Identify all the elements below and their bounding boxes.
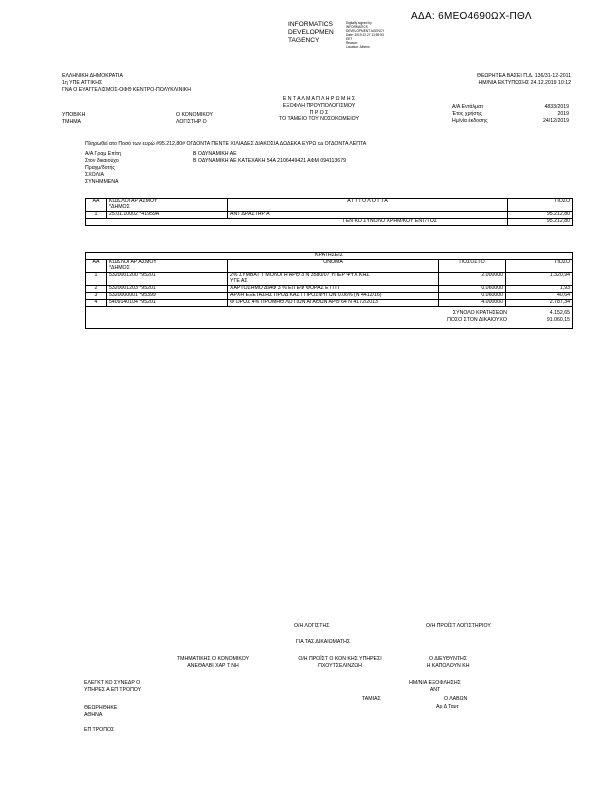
service-label: ΤΜΗΜΑ bbox=[62, 118, 82, 125]
summary-labels bbox=[447, 310, 507, 325]
meta-value: 2019 bbox=[557, 111, 569, 118]
table-cell: 5409140104 *95201 bbox=[107, 299, 228, 306]
meta-labels bbox=[452, 104, 488, 125]
audit-line: ΥΠΗΡΕΣ Α ΕΠ ΤΡΟΠΟΥ bbox=[84, 686, 142, 693]
signature-director: Ο ΔΙΕΥΘΥΝΤΗΣ Η ΚΑΠΟΛΟΥΝ ΚΗ bbox=[426, 656, 470, 669]
title-line: ΤΟ ΤΑΜΕΙΟ ΤΟΥ ΝΟΣΟΚΟΜΕΙΟΥ bbox=[279, 116, 359, 123]
summary-block bbox=[88, 310, 570, 325]
info-labels bbox=[85, 151, 121, 186]
info-values bbox=[193, 151, 346, 165]
table-cell: 95.212,80 bbox=[508, 211, 573, 218]
endorsement-line: ΑΘΗΝΑ bbox=[84, 712, 103, 719]
col-header: ΠΟΣΟ bbox=[508, 199, 573, 212]
total-value: 95.212,80 bbox=[508, 218, 573, 225]
table-cell: 4 bbox=[86, 299, 107, 306]
info-label: Στον δικαιούχο bbox=[85, 158, 119, 165]
table-cell: 0.060000 bbox=[439, 292, 506, 299]
table-cell: 2 bbox=[86, 285, 107, 292]
meta-label: Έτος χρήσης bbox=[452, 111, 483, 118]
table-cell: ΧΑΡΤΟΣΗΜΟ ΔΙΑΦ 3 % ΕΠ ΕΦ ΦΟΡΑΣ Ε Π Π bbox=[228, 285, 439, 292]
title-line: Ε Ν Τ Α Λ Μ Α Π Λ Η Ρ Ω Μ Η Σ bbox=[282, 96, 356, 102]
table-cell: 1,93 bbox=[506, 285, 573, 292]
payment-date-sub: ΑΝΤ bbox=[429, 686, 441, 693]
title-line: ΕΞΟΦΛΗ ΠΡΟΥΠΟΛΟΓΙΣΜΟΥ bbox=[282, 102, 356, 109]
table-total-row bbox=[86, 218, 573, 225]
service-values bbox=[176, 112, 213, 126]
table-row bbox=[86, 211, 573, 218]
logo-line: DEVELOPMEN bbox=[288, 29, 334, 37]
table-cell: 5320001200 *95201 bbox=[107, 272, 228, 285]
info-label: ΣΥΝΗΜΜΕΝΑ bbox=[85, 179, 119, 186]
signature-accountant: Ο/Η ΛΟΓΙΣΤΗΣ bbox=[294, 623, 330, 629]
table-header-row bbox=[86, 259, 573, 272]
table-cell: 2% ΣΥΜΒΑΤ Τ ΜΟΛΟΓΗ ΑΡΘ 3 Ν 3580/07 ΥΠΕΡ ΨΥΧ ΚΗΣ ΥΓΕ ΑΣ bbox=[228, 272, 439, 285]
approval-block bbox=[477, 73, 571, 87]
summary-label: ΣΥΝΟΛΟ ΚΡΑΤΗΣΕΩΝ bbox=[452, 309, 507, 316]
col-header: ΑΑ bbox=[86, 199, 107, 212]
summary-cell bbox=[86, 306, 573, 329]
table-cell: 1.320,94 bbox=[506, 272, 573, 285]
table-cell: 5320001203 *95201 bbox=[107, 285, 228, 292]
table-header-row bbox=[86, 199, 573, 212]
payment-date-label: ΗΜ/ΝΙΑ ΕΞΟΦΛΗΣΗΣ bbox=[409, 680, 461, 686]
table-row bbox=[86, 272, 573, 285]
table-summary-row bbox=[86, 306, 573, 329]
summary-values bbox=[547, 310, 570, 325]
col-header: ΠΟΣΟ bbox=[506, 259, 573, 272]
info-value: Β ΟΔΥΝΑΜΙΚΗ ΑΕ bbox=[193, 151, 237, 157]
signature-logo bbox=[288, 21, 334, 46]
meta-value: 4833/2019 bbox=[544, 104, 569, 110]
title-line: Π Ρ Ο Σ bbox=[309, 109, 329, 116]
col-header: ΚΩΔ.ΛΟΓΑΡ ΑΣΜΟΥ *ΔΗΜΟΣ bbox=[107, 199, 228, 212]
table-cell: Φ ΟΡΟΣ 4% ΠΡΟΜΗΘ ΛΟ ΠΩΝ ΑΓΑΘΩΝ ΑΡΘ 64 Ν 4172/2013 bbox=[228, 299, 439, 306]
signature-detail: Digitally signed by bbox=[346, 21, 372, 25]
table-cell: ΑΝΤ ΔΡΑΣΤΗΡ Α bbox=[228, 211, 508, 218]
signature-receiver: Ο ΛΑΒΩΝ bbox=[444, 696, 468, 702]
signature-details bbox=[346, 21, 384, 49]
table-cell: 4.000000 bbox=[439, 299, 506, 306]
signature-section-head: ΤΜΗΜΑΤΙΚΗΣ Ο ΚΟΝΟΜΙΚΟΥ ΑΝΕΘΑΛΒΙ ΧΑΡ Τ ΝΗ bbox=[176, 656, 250, 669]
signature-authorizer: ΓΙΑ ΤΑΣ ΔΙΚΑΙΩΜΑΤΗΣ bbox=[296, 639, 351, 645]
logo-line: TAGENCY bbox=[288, 37, 320, 45]
info-label: Πραγμ/δοτής bbox=[85, 165, 115, 172]
approval-line: ΗΜ/ΝΙΑ ΕΚΤΥΠΩΣΗΣ 24.12.2019 10:12 bbox=[478, 79, 571, 86]
table-cell: 3 bbox=[86, 292, 107, 299]
meta-value: 24/12/2019 bbox=[543, 118, 569, 125]
signature-detail: Reason: bbox=[346, 41, 358, 45]
col-header: Α Ι Τ Ι Ο Λ Ο Γ Ι Α bbox=[228, 199, 508, 212]
col-header: ΚΩΔ ΛΟΓΑΡ ΑΣΜΟΥ *ΔΗΜΟΣ bbox=[107, 259, 228, 272]
info-value: Β ΟΔΥΝΑΜΙΚΗ ΑΕ ΚΑΤΕΧΑΚΗ 54Α 2106449421 ΑΦΜ 094113679 bbox=[193, 158, 346, 165]
payment-date-block bbox=[400, 680, 470, 694]
table-caption: ΚΡΑΤΗΣΕΙΣ bbox=[86, 253, 573, 260]
payment-table bbox=[85, 198, 573, 226]
signature-economic-head: Ο/Η ΠΡΟΪΣΤ Ο ΚΟΝ ΚΗΣ ΥΠΗΡΕΣΙ ΠΧΟΥΤΣΕΛΙΝΖΩΗ bbox=[298, 656, 382, 669]
meta-label: Α/Α Εντάλματ bbox=[452, 104, 484, 110]
issuer-line: ΕΛΛΗΝΙΚΗ ΔΗΜΟΚΡΑΤΙΑ bbox=[62, 73, 123, 79]
approval-line: ΘΕΩΡΗΤΕΑ ΒΑΣΕΙ Π.Δ. 136/31-12-2011 bbox=[476, 73, 571, 79]
document-title bbox=[256, 96, 382, 123]
signature-detail: Date: 2019.12.27 13:59:53 bbox=[346, 33, 384, 37]
table-row bbox=[86, 299, 573, 306]
ada-number: ΑΔΑ: 6ΜΕΟ4690ΩΧ-ΠΘΛ bbox=[411, 11, 532, 22]
issuer-block bbox=[62, 73, 191, 93]
signature-detail: INFORMATICS bbox=[346, 25, 368, 29]
signature-chief-accountant: Ο/Η ΠΡΟΪΣΤ ΛΟΓΙΣΤΗΡΙΟΥ bbox=[426, 623, 491, 629]
withholdings-table bbox=[85, 252, 573, 329]
summary-value: 4.152,65 bbox=[549, 309, 570, 316]
table-cell: 2.787,34 bbox=[506, 299, 573, 306]
endorsement-block bbox=[84, 705, 117, 719]
summary-label: ΠΟΣΟ ΣΤΟΝ ΔΙΚΑΙΟΥΧΟ bbox=[447, 317, 507, 324]
info-label: Α/Α Γραμ Επίτη bbox=[85, 151, 121, 157]
signature-detail: Location: Athens bbox=[346, 45, 370, 49]
table-cell: 1 bbox=[86, 211, 107, 218]
table-cell: 25.01.10002 *41959Α bbox=[107, 211, 228, 218]
audit-line: ΕΛΕΓΚΤ ΚΟ ΣΥΝΕΔΡ Ο bbox=[84, 680, 141, 686]
table-cell: 1 bbox=[86, 272, 107, 285]
meta-values bbox=[543, 104, 569, 125]
service-value: Ο ΚΟΝΟΜΙΚΟΥ bbox=[176, 112, 213, 118]
id-number-label: Αρ Δ Ταυτ bbox=[436, 704, 459, 710]
meta-label: Ημ/νία έκδοσης bbox=[452, 118, 488, 125]
signature-detail: DEVELOPMENT AGENCY bbox=[346, 29, 385, 33]
table-cell: 5320000001 *95399 bbox=[107, 292, 228, 299]
table-cell: 0.060000 bbox=[439, 285, 506, 292]
col-header: ΠΟΣΟΣΤΟ bbox=[439, 259, 506, 272]
signature-cashier: ΤΑΜΙΑΣ bbox=[362, 696, 381, 702]
info-label: ΣΧΟΛΙΑ bbox=[85, 172, 104, 179]
pay-amount-words: #95.212,80# ΟΓΔΟΝΤΑ ΠΕΝΤΕ ΧΙΛΙΑΔΕΣ ΔΙΑΚΟΣΙΑ ΔΩΔΕΚΑ ΕΥΡΩ ca ΟΓΔΟΝΤΑ ΛΕΠΤΑ bbox=[156, 141, 367, 147]
col-header: ΟΝΟΜΑ bbox=[228, 259, 439, 272]
issuer-line: 1η ΥΠΕ ΑΤΤΙΚΗΣ bbox=[62, 79, 103, 86]
audit-block bbox=[84, 680, 141, 694]
total-label: ΓΕΝ ΚΟ ΣΥΝΟΛΟ ΧΡΗΜ/ΚΟΥ ΕΝΤ/ΤΟΣ bbox=[86, 218, 508, 225]
pay-line bbox=[85, 142, 366, 148]
table-cell: ΑΡΧΗ ΕΞΕΤΑΣΗΣ ΠΡΟΔ ΚΑΣΤ ΠΡΟΣΦΥΓΩΝ 0.06% (Ν 4412/16) bbox=[228, 292, 439, 299]
commissioner-label: ΕΠ ΤΡΟΠΟΣ bbox=[84, 727, 115, 733]
issuer-line: ΓΝΑ Ο ΕΥΑΓΓΕΛΙΣΜΟΣ-ΟΦΘ ΚΕΝΤΡΟ-ΠΟΛΥΚΛΙΝΙΚΗ bbox=[62, 86, 191, 93]
service-value: ΛΟΓΙΣΤΗΡ Ο bbox=[176, 118, 207, 125]
logo-line: INFORMATICS bbox=[288, 21, 333, 28]
summary-value: 91.060,15 bbox=[546, 317, 570, 324]
col-header: ΑΑ bbox=[86, 259, 107, 272]
service-labels bbox=[62, 112, 85, 126]
table-cell: 2.000000 bbox=[439, 272, 506, 285]
endorsement-line: ΘΕΩΡΗΘΗΚΕ bbox=[84, 705, 118, 711]
table-cell: 40,64 bbox=[506, 292, 573, 299]
service-label: ΥΠΟΒ/ΚΗ bbox=[62, 112, 86, 118]
pay-label: Πληρωθεί ατο Ποσό των ευρώ bbox=[85, 141, 155, 147]
signature-detail: EET bbox=[346, 37, 353, 41]
